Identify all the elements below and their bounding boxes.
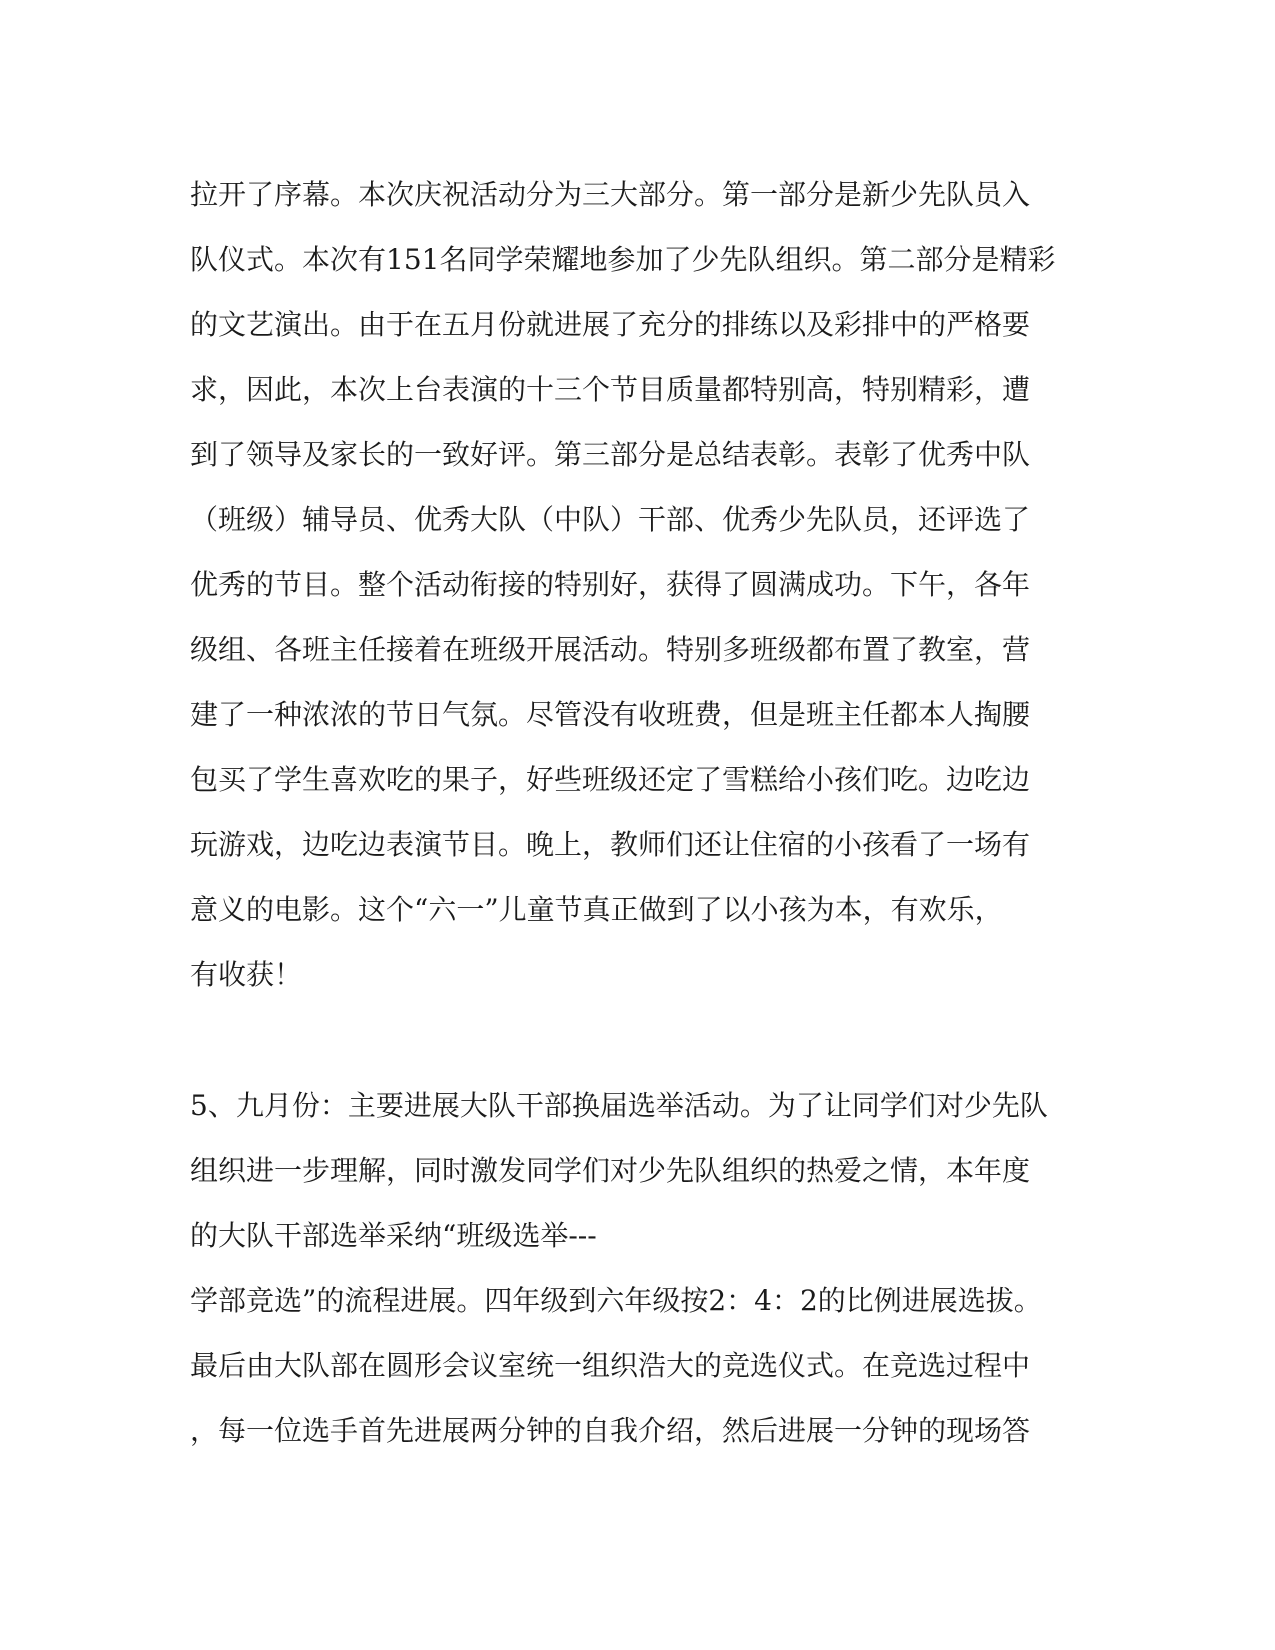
text-line: 学部竞选”的流程进展。四年级到六年级按2：4：2的比例进展选拔。 <box>190 1284 1042 1317</box>
text-line: 最后由大队部在圆形会议室统一组织浩大的竞选仪式。在竞选过程中 <box>190 1349 1031 1382</box>
text-line: 优秀的节目。整个活动衔接的特别好，获得了圆满成功。下午，各年 <box>190 568 1031 601</box>
text-line: （班级）辅导员、优秀大队（中队）干部、优秀少先队员，还评选了 <box>190 503 1031 536</box>
text-line: 意义的电影。这个“六一”儿童节真正做到了以小孩为本，有欢乐， <box>190 893 1003 926</box>
paragraph-june-celebration <box>190 162 1090 1007</box>
text-line: 有收获！ <box>190 958 303 991</box>
text-line: 拉开了序幕。本次庆祝活动分为三大部分。第一部分是新少先队员入 <box>190 178 1031 211</box>
text-line: 5、九月份：主要进展大队干部换届选举活动。为了让同学们对少先队 <box>190 1089 1048 1122</box>
text-line: 建了一种浓浓的节日气氛。尽管没有收班费，但是班主任都本人掏腰 <box>190 698 1031 731</box>
text-line: 包买了学生喜欢吃的果子，好些班级还定了雪糕给小孩们吃。边吃边 <box>190 763 1031 796</box>
text-line: 到了领导及家长的一致好评。第三部分是总结表彰。表彰了优秀中队 <box>190 438 1031 471</box>
text-line: 组织进一步理解，同时激发同学们对少先队组织的热爱之情，本年度 <box>190 1154 1031 1187</box>
text-line: 的文艺演出。由于在五月份就进展了充分的排练以及彩排中的严格要 <box>190 308 1031 341</box>
text-line: ，每一位选手首先进展两分钟的自我介绍，然后进展一分钟的现场答 <box>190 1414 1031 1447</box>
text-line: 队仪式。本次有151名同学荣耀地参加了少先队组织。第二部分是精彩 <box>190 243 1056 276</box>
text-line: 求，因此，本次上台表演的十三个节目质量都特别高，特别精彩，遭 <box>190 373 1031 406</box>
text-line: 玩游戏，边吃边表演节目。晚上，教师们还让住宿的小孩看了一场有 <box>190 828 1031 861</box>
paragraph-september-election <box>190 1073 1090 1463</box>
text-line: 级组、各班主任接着在班级开展活动。特别多班级都布置了教室，营 <box>190 633 1031 666</box>
text-line: 的大队干部选举采纳“班级选举--- <box>190 1219 597 1252</box>
